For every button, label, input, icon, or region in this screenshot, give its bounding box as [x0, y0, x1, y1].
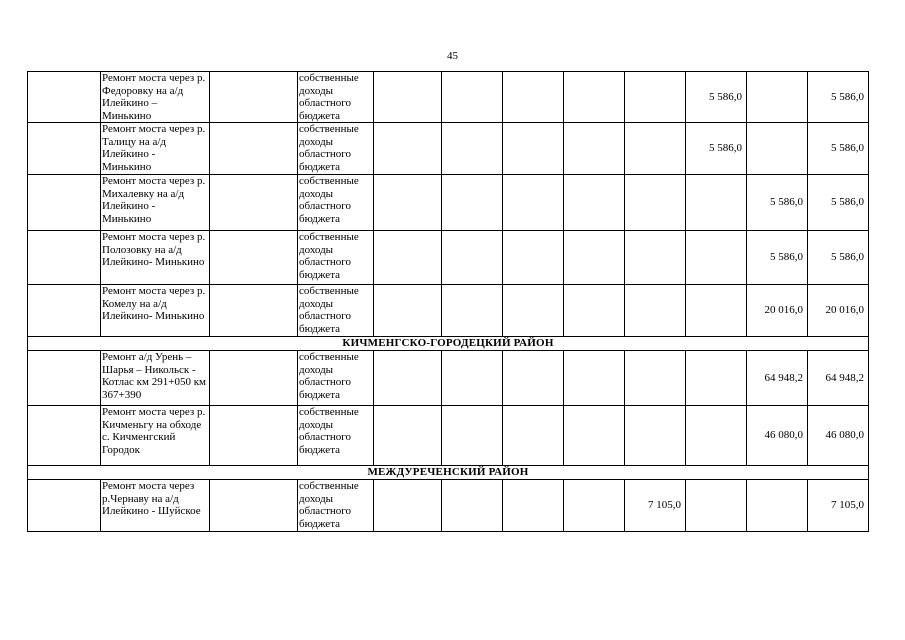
value-cell: [747, 72, 808, 123]
funding-source-cell: собственные доходы областного бюджета: [298, 72, 374, 123]
value-cell: [374, 175, 442, 231]
value-cell: [503, 175, 564, 231]
funding-source-cell: собственные доходы областного бюджета: [298, 351, 374, 406]
value-cell: [503, 231, 564, 285]
value-cell: [625, 406, 686, 466]
description-cell: Ремонт а/д Урень – Шарья – Никольск - Котлас км 291+050 км 367+390: [101, 351, 210, 406]
value-cell: [564, 123, 625, 175]
value-cell: [564, 406, 625, 466]
index-cell: [28, 480, 101, 532]
value-cell: [374, 231, 442, 285]
value-cell: [503, 406, 564, 466]
section-row: [28, 337, 869, 351]
value-cell: 5 586,0: [686, 123, 747, 175]
value-cell: [442, 175, 503, 231]
value-cell: 5 586,0: [808, 123, 869, 175]
value-cell: [686, 351, 747, 406]
value-cell: [374, 123, 442, 175]
funding-source-cell: собственные доходы областного бюджета: [298, 175, 374, 231]
value-cell: [686, 175, 747, 231]
index-cell: [28, 72, 101, 123]
value-cell: [686, 285, 747, 337]
value-cell: [442, 72, 503, 123]
value-cell: [442, 123, 503, 175]
blank-cell: [210, 480, 298, 532]
blank-cell: [210, 351, 298, 406]
description-cell: Ремонт моста через р. Михалевку на а/д Илейкино - Минькино: [101, 175, 210, 231]
value-cell: 7 105,0: [808, 480, 869, 532]
value-cell: [564, 285, 625, 337]
funding-source-cell: собственные доходы областного бюджета: [298, 480, 374, 532]
value-cell: [503, 351, 564, 406]
description-cell: Ремонт моста через р. Талицу на а/д Илейкино - Минькино: [101, 123, 210, 175]
value-cell: 5 586,0: [808, 231, 869, 285]
table-row: [28, 285, 869, 337]
budget-table: [27, 71, 869, 532]
value-cell: [686, 231, 747, 285]
value-cell: 7 105,0: [625, 480, 686, 532]
index-cell: [28, 406, 101, 466]
table-row: [28, 123, 869, 175]
value-cell: [564, 480, 625, 532]
value-cell: 64 948,2: [808, 351, 869, 406]
value-cell: 64 948,2: [747, 351, 808, 406]
blank-cell: [210, 123, 298, 175]
description-cell: Ремонт моста через р. Кичменьгу на обходе с. Кичменгский Городок: [101, 406, 210, 466]
value-cell: [374, 72, 442, 123]
value-cell: [686, 480, 747, 532]
funding-source-cell: собственные доходы областного бюджета: [298, 231, 374, 285]
description-cell: Ремонт моста через р. Комелу на а/д Илейкино- Минькино: [101, 285, 210, 337]
description-cell: Ремонт моста через р.Чернаву на а/д Илейкино - Шуйское: [101, 480, 210, 532]
blank-cell: [210, 231, 298, 285]
table-row: [28, 406, 869, 466]
value-cell: [503, 285, 564, 337]
value-cell: [374, 406, 442, 466]
table-row: [28, 480, 869, 532]
value-cell: [747, 480, 808, 532]
index-cell: [28, 175, 101, 231]
value-cell: 5 586,0: [686, 72, 747, 123]
value-cell: [625, 72, 686, 123]
value-cell: [625, 123, 686, 175]
description-cell: Ремонт моста через р. Полозовку на а/д Илейкино- Минькино: [101, 231, 210, 285]
value-cell: [503, 72, 564, 123]
value-cell: [564, 231, 625, 285]
value-cell: [625, 231, 686, 285]
page-number: 45: [447, 50, 458, 62]
section-row: [28, 466, 869, 480]
value-cell: [374, 285, 442, 337]
funding-source-cell: собственные доходы областного бюджета: [298, 123, 374, 175]
blank-cell: [210, 72, 298, 123]
blank-cell: [210, 406, 298, 466]
value-cell: [625, 285, 686, 337]
index-cell: [28, 231, 101, 285]
funding-source-cell: собственные доходы областного бюджета: [298, 406, 374, 466]
value-cell: 5 586,0: [808, 175, 869, 231]
value-cell: 46 080,0: [747, 406, 808, 466]
section-title: МЕЖДУРЕЧЕНСКИЙ РАЙОН: [28, 466, 869, 480]
value-cell: [442, 480, 503, 532]
blank-cell: [210, 285, 298, 337]
value-cell: [374, 480, 442, 532]
table-row: [28, 351, 869, 406]
value-cell: 46 080,0: [808, 406, 869, 466]
value-cell: [625, 351, 686, 406]
value-cell: [442, 351, 503, 406]
value-cell: [503, 480, 564, 532]
value-cell: 5 586,0: [747, 231, 808, 285]
table-row: [28, 175, 869, 231]
blank-cell: [210, 175, 298, 231]
value-cell: 5 586,0: [808, 72, 869, 123]
value-cell: [686, 406, 747, 466]
value-cell: [442, 406, 503, 466]
value-cell: [625, 175, 686, 231]
value-cell: 20 016,0: [747, 285, 808, 337]
funding-source-cell: собственные доходы областного бюджета: [298, 285, 374, 337]
value-cell: [442, 231, 503, 285]
table-body: [28, 72, 869, 532]
value-cell: [374, 351, 442, 406]
value-cell: [564, 351, 625, 406]
value-cell: [564, 72, 625, 123]
value-cell: 20 016,0: [808, 285, 869, 337]
index-cell: [28, 351, 101, 406]
value-cell: [564, 175, 625, 231]
index-cell: [28, 285, 101, 337]
table-row: [28, 72, 869, 123]
table-row: [28, 231, 869, 285]
section-title: КИЧМЕНГСКО-ГОРОДЕЦКИЙ РАЙОН: [28, 337, 869, 351]
value-cell: [503, 123, 564, 175]
value-cell: [442, 285, 503, 337]
value-cell: 5 586,0: [747, 175, 808, 231]
value-cell: [747, 123, 808, 175]
description-cell: Ремонт моста через р. Федоровку на а/д Илейкино – Минькино: [101, 72, 210, 123]
index-cell: [28, 123, 101, 175]
